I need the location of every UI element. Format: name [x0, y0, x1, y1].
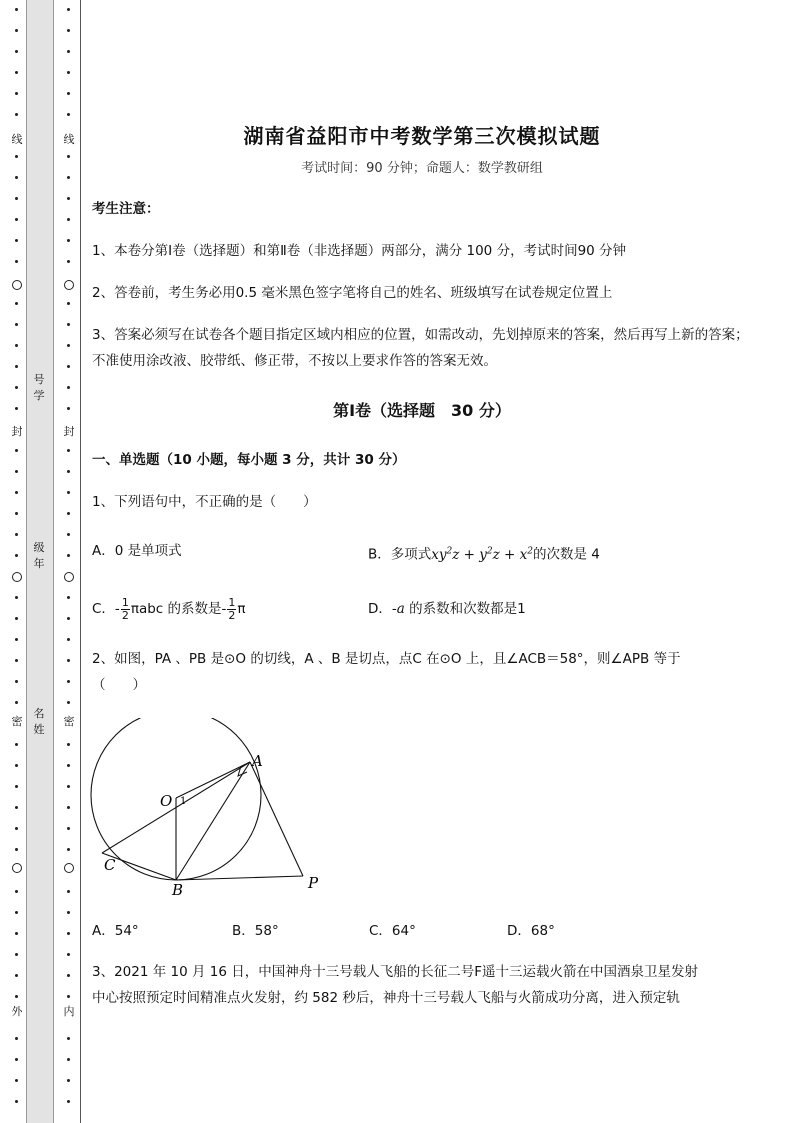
binding-rule [80, 0, 81, 1123]
binding-dot [15, 596, 18, 599]
binding-dot [15, 1079, 18, 1082]
binding-dot [67, 386, 70, 389]
binding-dot [67, 743, 70, 746]
binding-dot [15, 344, 18, 347]
binding-dot [15, 785, 18, 788]
q2-option-c: C．64° [369, 923, 416, 939]
q1-option-c [92, 596, 246, 622]
notes-heading: 考生注意： [92, 201, 160, 217]
binding-dot [67, 1100, 70, 1103]
binding-dot [15, 680, 18, 683]
binding-dot [67, 1079, 70, 1082]
binding-dot [67, 29, 70, 32]
binding-dot [15, 470, 18, 473]
binding-dot [15, 407, 18, 410]
outer-dotted-line [12, 0, 22, 1123]
binding-ring [64, 280, 74, 290]
binding-ring [12, 280, 22, 290]
binding-dot [15, 848, 18, 851]
binding-ring [12, 863, 22, 873]
binding-dot [15, 50, 18, 53]
q1-option-a: A．0 是单项式 [92, 543, 182, 559]
binding-dot [67, 260, 70, 263]
binding-dot [67, 785, 70, 788]
binding-dot [67, 176, 70, 179]
binding-mark: 密 [61, 716, 77, 728]
binding-dot [15, 365, 18, 368]
binding-dot [67, 932, 70, 935]
binding-mark: 密 [9, 716, 25, 728]
label-b: B [172, 881, 184, 898]
q1-option-c-mid: πabc 的系数是- [130, 601, 227, 617]
part-heading: 一、单选题（10 小题，每小题 3 分，共计 30 分） [92, 452, 406, 468]
binding-dot [67, 659, 70, 662]
binding-dot [15, 764, 18, 767]
binding-dot [67, 554, 70, 557]
binding-dot [67, 953, 70, 956]
class-field: 级年 [33, 541, 45, 570]
exam-subtitle: 考试时间：90 分钟；命题人：数学教研组 [301, 161, 543, 176]
binding-dot [67, 344, 70, 347]
binding-dot [67, 764, 70, 767]
binding-dot [67, 848, 70, 851]
binding-dot [15, 218, 18, 221]
student-number-field: 号学 [33, 373, 45, 402]
fraction: $\frac{1}{2}$ [121, 595, 129, 622]
binding-dot [15, 974, 18, 977]
binding-dot [15, 197, 18, 200]
binding-margin [0, 0, 82, 1123]
q2-option-a: A．54° [92, 923, 139, 939]
binding-dot [15, 512, 18, 515]
q2-option-b: B．58° [232, 923, 279, 939]
binding-dot [67, 974, 70, 977]
binding-dot [15, 554, 18, 557]
binding-dot [15, 911, 18, 914]
q2-option-d: D．68° [507, 923, 555, 939]
binding-dot [15, 659, 18, 662]
q1-option-b-prefix: B．多项式 [368, 546, 432, 563]
q3-stem: 3、2021 年 10 月 16 日，中国神舟十三号载人飞船的长征二号F遥十三运载火箭在中国酒泉卫星发射 [92, 964, 699, 980]
binding-dot [67, 491, 70, 494]
binding-dot [15, 239, 18, 242]
binding-dot [67, 512, 70, 515]
q1-stem: 1、下列语句中，不正确的是（ ） [92, 494, 317, 510]
label-c: C [104, 856, 116, 874]
binding-dot [15, 701, 18, 704]
binding-dot [67, 113, 70, 116]
q1-option-c-prefix: C．- [92, 601, 120, 617]
binding-dot [15, 1037, 18, 1040]
binding-ring [12, 572, 22, 582]
binding-dot [67, 1058, 70, 1061]
q1-option-c-suffix: π [237, 601, 246, 617]
binding-mark: 外 [9, 1006, 25, 1018]
binding-ring [64, 572, 74, 582]
binding-dot [15, 995, 18, 998]
binding-mark: 线 [61, 134, 77, 146]
binding-dot [67, 701, 70, 704]
binding-ring [64, 863, 74, 873]
q2-stem: 2、如图，PA 、PB 是⊙O 的切线，A 、B 是切点，点C 在⊙O 上，且∠ACB＝58°，则∠APB 等于 [92, 651, 681, 667]
binding-dot [67, 323, 70, 326]
label-angle-1: 1 [180, 796, 187, 807]
binding-dot [15, 953, 18, 956]
exam-title: 湖南省益阳市中考数学第三次模拟试题 [243, 124, 601, 148]
binding-dot [67, 827, 70, 830]
binding-dot [15, 638, 18, 641]
binding-dot [15, 260, 18, 263]
q1-option-b [368, 538, 600, 568]
binding-dot [67, 197, 70, 200]
section-title: 第Ⅰ卷（选择题 30 分） [333, 401, 511, 420]
binding-dot [67, 8, 70, 11]
binding-dot [15, 890, 18, 893]
binding-dot [67, 806, 70, 809]
q1-option-b-suffix: 的次数是 4 [532, 546, 600, 563]
binding-dot [67, 239, 70, 242]
binding-dot [67, 533, 70, 536]
binding-dot [67, 1037, 70, 1040]
binding-mark: 内 [61, 1006, 77, 1018]
binding-dot [15, 932, 18, 935]
binding-dot [15, 8, 18, 11]
binding-dot [67, 407, 70, 410]
binding-dot [15, 113, 18, 116]
binding-dot [15, 92, 18, 95]
binding-dot [15, 617, 18, 620]
label-a: A [252, 752, 263, 770]
binding-dot [67, 71, 70, 74]
binding-dot [67, 911, 70, 914]
binding-dot [15, 302, 18, 305]
binding-dot [67, 92, 70, 95]
binding-dot [15, 449, 18, 452]
binding-dot [67, 302, 70, 305]
name-field: 名姓 [33, 707, 45, 736]
binding-dot [15, 323, 18, 326]
note-item: 3、答案必须写在试卷各个题目指定区域内相应的位置，如需改动，先划掉原来的答案，然后再写上新的答案；不准使用涂改液、胶带纸、修正带，不按以上要求作答的答案无效。 [92, 327, 749, 369]
binding-dot [15, 827, 18, 830]
q1-polynomial: $xy^2z + y^2z + x^2$ [431, 546, 533, 563]
binding-dot [15, 155, 18, 158]
binding-dot [67, 680, 70, 683]
binding-dot [67, 638, 70, 641]
q3-stem-cont: 中心按照预定时间精准点火发射，约 582 秒后，神舟十三号载人飞船与火箭成功分离，进入预定轨 [92, 990, 680, 1006]
binding-dot [67, 155, 70, 158]
binding-dot [67, 617, 70, 620]
binding-dot [67, 995, 70, 998]
binding-dot [67, 890, 70, 893]
binding-dot [15, 743, 18, 746]
binding-dot [15, 533, 18, 536]
binding-dot [67, 50, 70, 53]
binding-dot [67, 365, 70, 368]
binding-dot [15, 71, 18, 74]
binding-dot [67, 218, 70, 221]
binding-dot [15, 29, 18, 32]
label-p: P [308, 874, 319, 892]
q2-stem-cont: （ ） [92, 677, 146, 693]
fraction: $\frac{1}{2}$ [228, 595, 236, 622]
binding-mark: 封 [9, 426, 25, 438]
binding-dot [15, 176, 18, 179]
q2-circle-figure [90, 718, 330, 898]
binding-dot [67, 449, 70, 452]
binding-mark: 线 [9, 134, 25, 146]
note-item: 2、答卷前，考生务必用0.5 毫米黑色签字笔将自己的姓名、班级填写在试卷规定位置上 [92, 285, 613, 301]
label-o: O [160, 792, 173, 810]
binding-dot [67, 470, 70, 473]
binding-dot [15, 386, 18, 389]
binding-dot [15, 491, 18, 494]
q1-option-d: D．-a 的系数和次数都是1 [368, 601, 526, 617]
note-item: 1、本卷分第Ⅰ卷（选择题）和第Ⅱ卷（非选择题）两部分，满分 100 分，考试时间90 分钟 [92, 243, 627, 259]
binding-mark: 封 [61, 426, 77, 438]
binding-dot [15, 1058, 18, 1061]
binding-dot [67, 596, 70, 599]
binding-dot [15, 806, 18, 809]
binding-dot [15, 1100, 18, 1103]
inner-dotted-line [64, 0, 74, 1123]
